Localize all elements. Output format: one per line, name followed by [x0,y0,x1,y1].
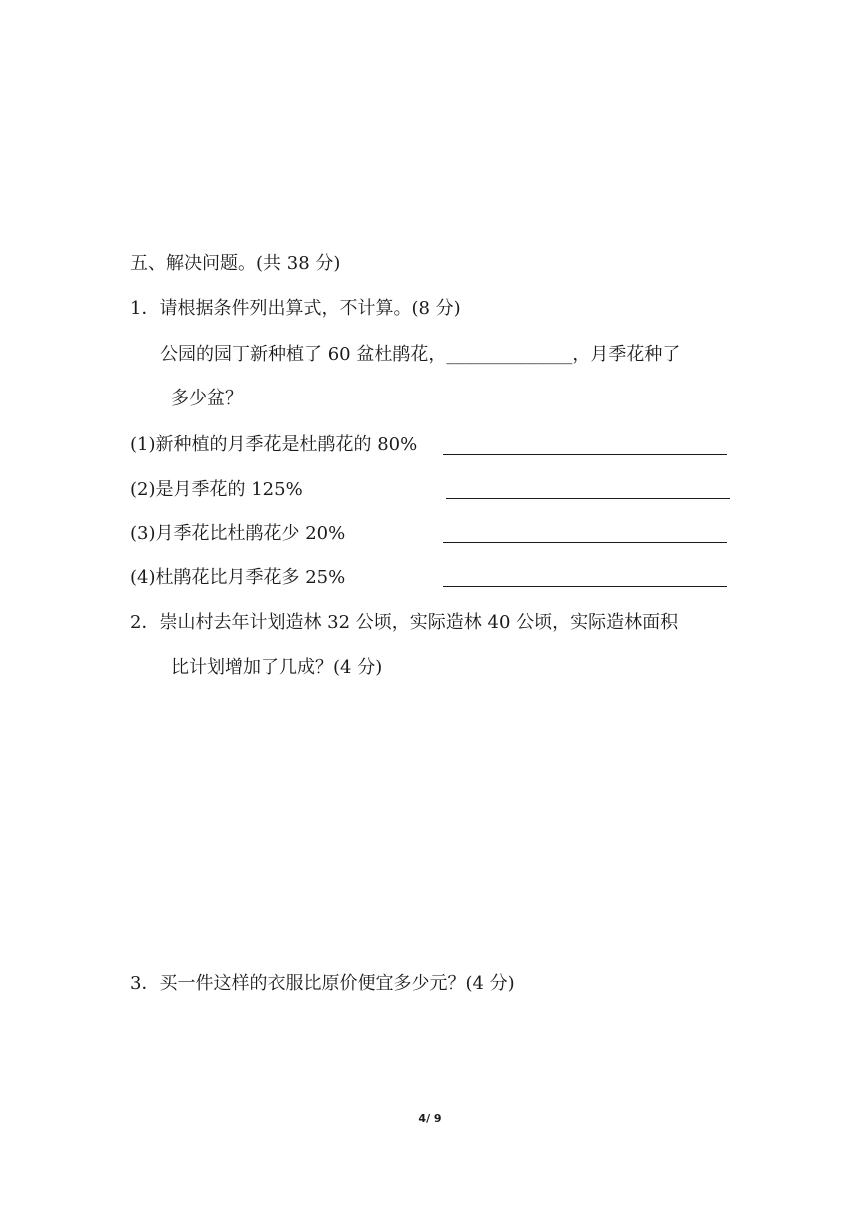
question-3-line-1: 3．买一件这样的衣服比原价便宜多少元？(4 分) [130,973,515,994]
question-1-item-2-label: (2)是月季花的 125% [130,479,303,500]
page-number: 4/ 9 [418,1112,442,1125]
question-1-item-1-label: (1)新种植的月季花是杜鹃花的 80% [130,434,418,455]
question-1-context [160,343,680,367]
question-2-line-2: 比计划增加了几成？(4 分) [171,657,383,678]
question-1-item-4-label: (4)杜鹃花比月季花多 25% [130,567,346,588]
section-title: 五、解决问题。(共 38 分) [130,253,341,274]
question-1-item-3-label: (3)月季花比杜鹃花少 20% [130,523,346,544]
context-blank: ______________ [446,344,573,365]
answer-line-1 [443,454,727,455]
question-1-prompt: 1．请根据条件列出算式，不计算。(8 分) [130,298,461,319]
context-text-after: ，月季花种了 [572,344,681,365]
context-text-before: 公园的园丁新种植了 60 盆杜鹃花， [160,344,447,365]
answer-line-3 [443,542,727,543]
question-1-context-line2: 多少盆？ [171,388,243,409]
answer-line-2 [446,498,730,499]
question-2-line-1: 2．崇山村去年计划造林 32 公顷，实际造林 40 公顷，实际造林面积 [130,612,679,633]
answer-line-4 [443,586,727,587]
